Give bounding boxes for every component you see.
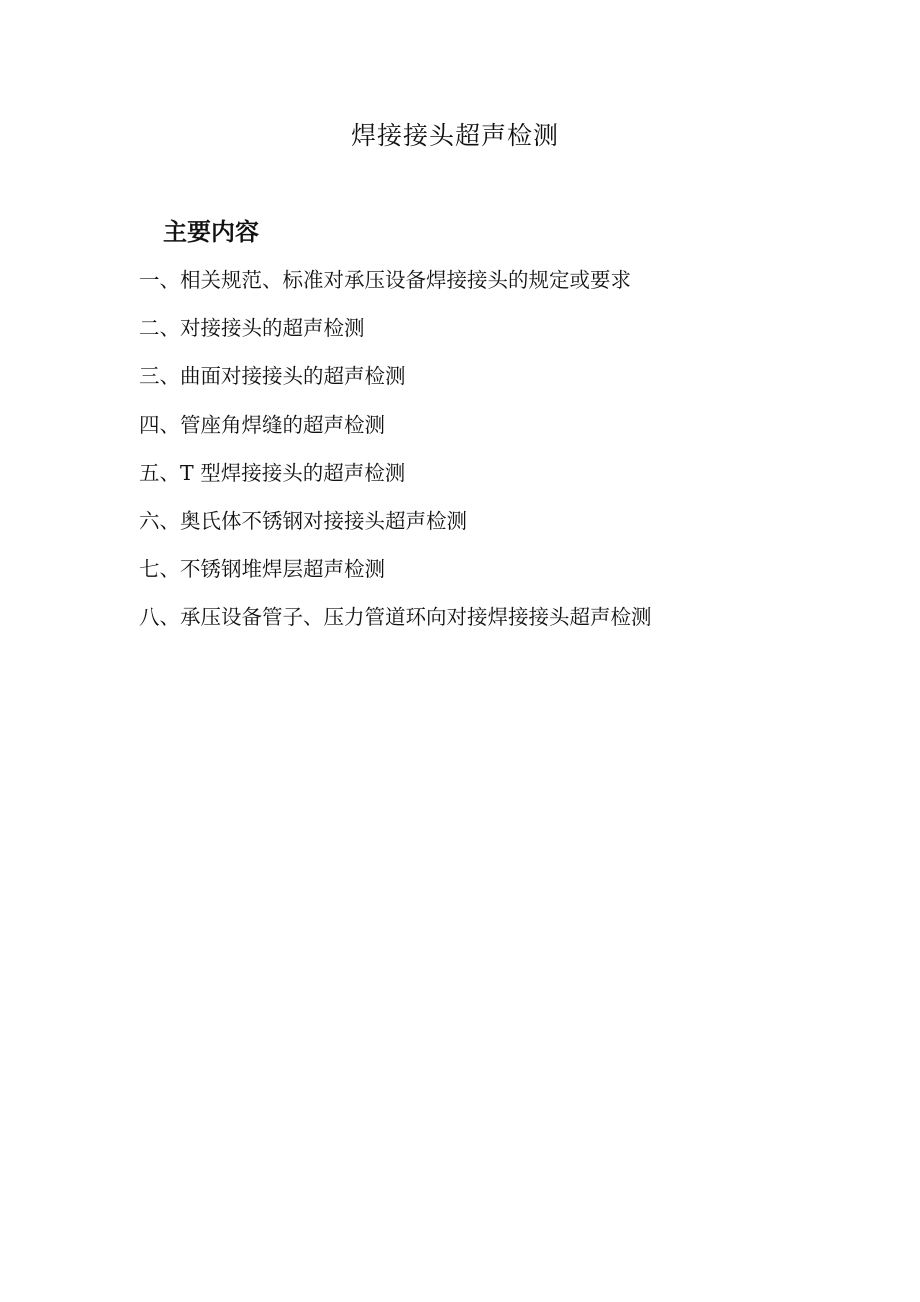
contents-item: 五、T 型焊接接头的超声检测: [139, 460, 406, 485]
contents-item: 六、奥氏体不锈钢对接接头超声检测: [139, 508, 467, 533]
contents-item: 八、承压设备管子、压力管道环向对接焊接接头超声检测: [139, 605, 652, 630]
contents-item: 三、曲面对接接头的超声检测: [139, 364, 406, 389]
contents-item: 一、相关规范、标准对承压设备焊接接头的规定或要求: [139, 268, 631, 292]
section-heading: 主要内容: [163, 217, 259, 246]
contents-item: 七、不锈钢堆焊层超声检测: [139, 557, 385, 582]
contents-item: 四、管座角焊缝的超声检测: [139, 412, 385, 437]
document-title: 焊接接头超声检测: [350, 121, 559, 150]
contents-item: 二、对接接头的超声检测: [139, 316, 365, 341]
contents-list: [139, 263, 652, 649]
